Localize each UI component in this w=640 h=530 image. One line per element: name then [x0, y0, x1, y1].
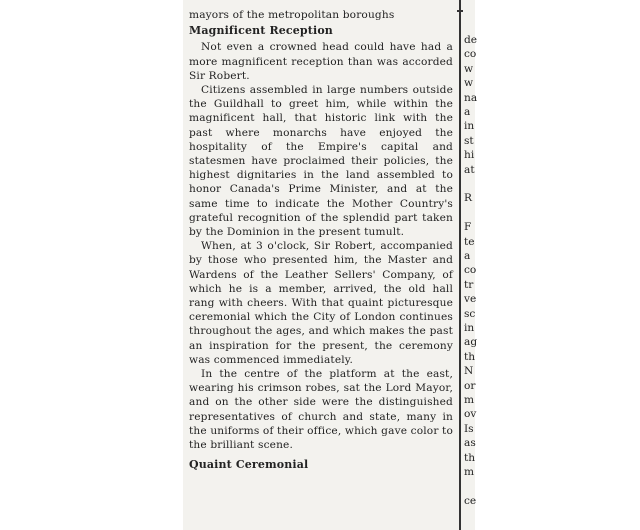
section-heading: Magnificent Reception	[189, 24, 333, 38]
adjacent-column-fragment: w	[464, 62, 474, 75]
adjacent-column-fragment: th	[464, 350, 476, 363]
adjacent-column-fragment: na	[464, 91, 478, 104]
column-divider	[459, 0, 461, 530]
adjacent-column-fragment: ce	[464, 494, 477, 507]
article-paragraph: When, at 3 o'clock, Sir Robert, accompanied by those who presented him, the Master and Wardens of the Leather Sellers' Company, of which he is a member, arrived, the old hall rang with cheers. With that quaint picturesque ceremonial which the City of London continues throughout the ages, and which makes the past an inspiration for the present, the ceremony was commenced immediately.	[189, 240, 453, 366]
adjacent-column-fragment: m	[464, 466, 475, 478]
adjacent-column-fragment: N	[464, 365, 474, 378]
adjacent-column-fragment: ag	[464, 336, 478, 349]
adjacent-column-fragment: R	[464, 192, 472, 205]
adjacent-column-fragments	[464, 0, 484, 530]
section-subheading: Quaint Ceremonial	[189, 458, 309, 472]
adjacent-column-fragment: as	[464, 437, 476, 450]
article-column	[189, 8, 453, 473]
adjacent-column-fragment: st	[464, 134, 474, 147]
adjacent-column-fragment: Is	[464, 422, 474, 435]
adjacent-column-fragment: a	[464, 250, 471, 262]
adjacent-column-fragment: in	[464, 322, 475, 334]
adjacent-column-fragment: tr	[464, 278, 474, 291]
adjacent-column-fragment: at	[464, 163, 475, 176]
article-paragraph: Not even a crowned head could have had a more magnificent reception than was accorded Sir Robert.	[189, 41, 453, 82]
adjacent-column-fragment: w	[464, 77, 474, 90]
adjacent-column-fragment: or	[464, 379, 476, 392]
article-paragraph: Citizens assembled in large numbers outside the Guildhall to greet him, while within the magnificent hall, that historic link with the past where monarchs have enjoyed the hospitality of the Empire's capital and statesmen have proclaimed their policies, the highest dignitaries in the land assembled to honor Canada's Prime Minister, and at the same time to indicate the Mother Country's grateful recognition of the splendid part taken by the Dominion in the present tumult.	[189, 84, 453, 239]
newspaper-clipping	[183, 0, 478, 530]
adjacent-column-fragment: sc	[464, 307, 476, 320]
article-top-line: mayors of the metropolitan boroughs	[189, 9, 395, 21]
adjacent-column-fragment: ov	[464, 408, 477, 421]
adjacent-column-fragment: te	[464, 235, 475, 248]
adjacent-column-fragment: co	[464, 48, 477, 61]
adjacent-column-fragment: m	[464, 394, 475, 406]
adjacent-column-fragment: th	[464, 451, 476, 464]
adjacent-column-fragment: in	[464, 120, 475, 133]
adjacent-column-fragment: ve	[464, 293, 477, 306]
adjacent-column-fragment: F	[464, 221, 472, 234]
adjacent-column-fragment: a	[464, 106, 471, 118]
adjacent-column-fragment: de	[464, 34, 478, 46]
adjacent-column-fragment: co	[464, 264, 477, 277]
article-paragraph: In the centre of the platform at the east, wearing his crimson robes, sat the Lord Mayor, and on the other side were the distinguished representatives of church and state, many in the uniforms of their office, which gave color to the brilliant scene.	[189, 368, 453, 452]
adjacent-column-fragment: hi	[464, 149, 475, 162]
divider-tick	[457, 10, 463, 12]
